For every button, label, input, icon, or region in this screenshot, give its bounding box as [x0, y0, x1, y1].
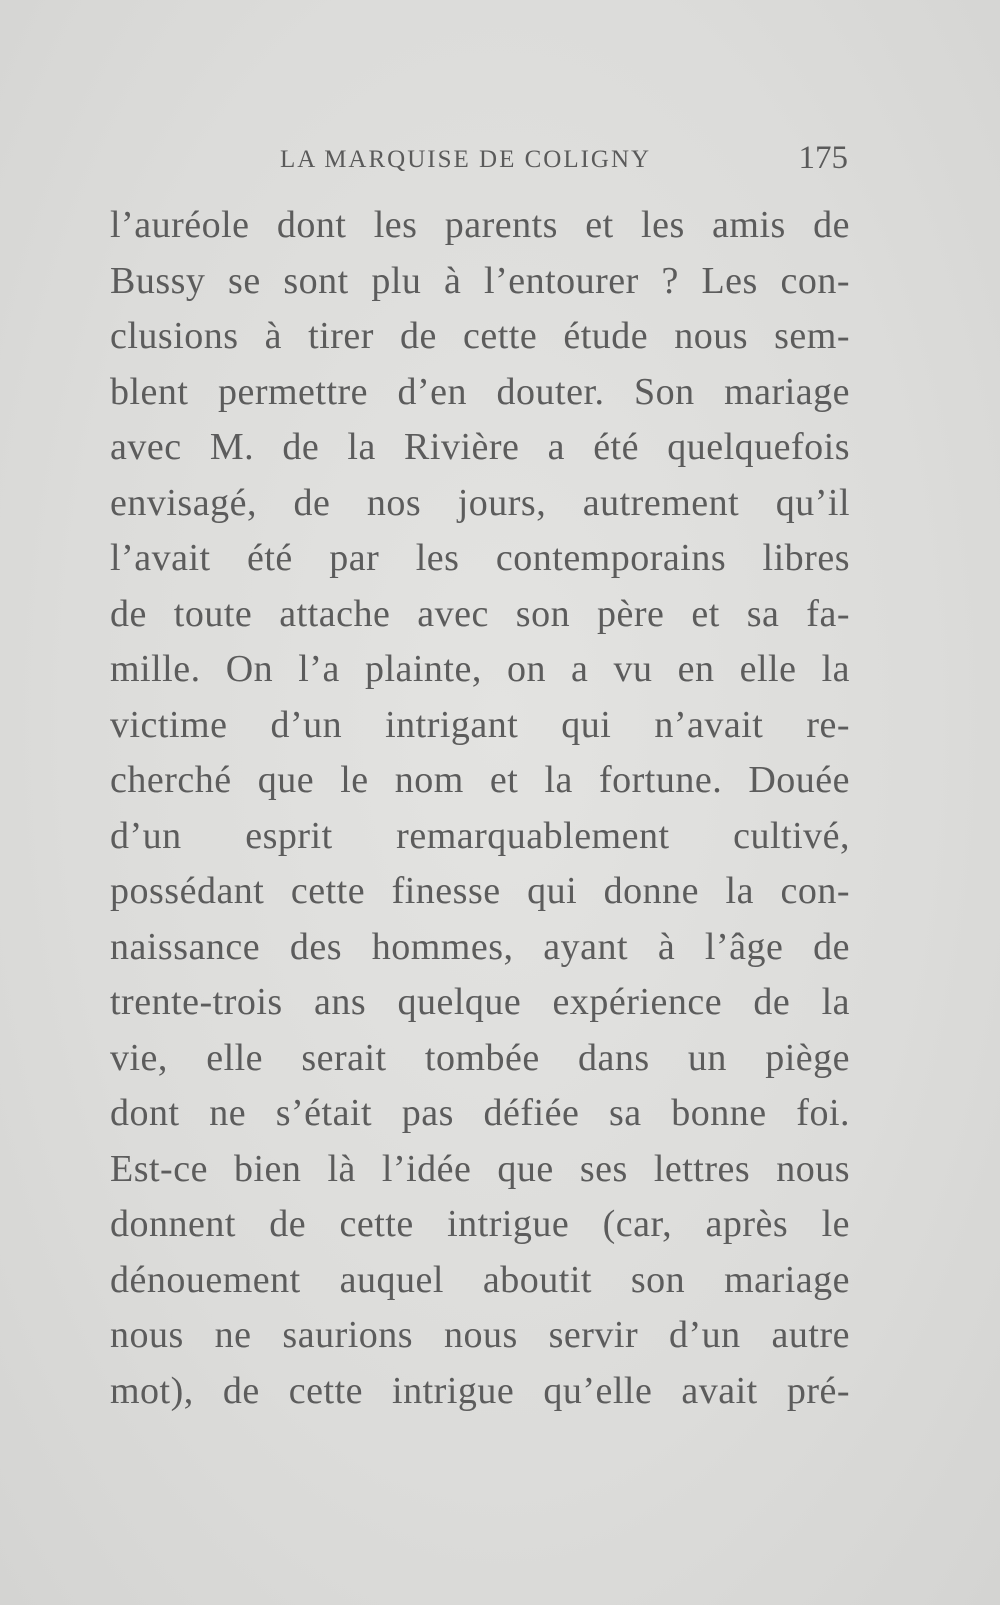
text-line: Est-ce bien là l’idée que ses lettres nous — [110, 1147, 850, 1190]
text-line: dont ne s’était pas défiée sa bonne foi. — [110, 1092, 850, 1134]
text-line: cherché que le nom et la fortune. Douée — [110, 759, 850, 801]
text-line: de toute attache avec son père et sa fa- — [110, 592, 850, 635]
text-line: avec M. de la Rivière a été quelquefois — [110, 426, 850, 468]
running-head — [110, 140, 850, 180]
text-line: Bussy se sont plu à l’entourer ? Les con- — [110, 259, 850, 302]
text-line: clusions à tirer de cette étude nous sem- — [110, 315, 850, 357]
text-line: l’auréole dont les parents et les amis de — [110, 204, 850, 246]
text-line: vie, elle serait tombée dans un piège — [110, 1036, 850, 1079]
text-line: envisagé, de nos jours, autrement qu’il — [110, 481, 850, 524]
text-line: donnent de cette intrigue (car, après le — [110, 1203, 850, 1245]
running-title: LA MARQUISE DE COLIGNY — [280, 146, 652, 173]
body-text — [110, 198, 850, 1419]
text-line: possédant cette finesse qui donne la con- — [110, 870, 850, 912]
text-line: dénouement auquel aboutit son mariage — [110, 1258, 850, 1301]
text-line: victime d’un intrigant qui n’avait re- — [110, 703, 850, 746]
text-line: mille. On l’a plainte, on a vu en elle la — [110, 648, 850, 690]
text-line: naissance des hommes, ayant à l’âge de — [110, 925, 850, 968]
text-line: l’avait été par les contemporains libres — [110, 537, 850, 579]
text-line: mot), de cette intrigue qu’elle avait pré- — [110, 1369, 850, 1412]
text-line: d’un esprit remarquablement cultivé, — [110, 814, 850, 857]
text-line: nous ne saurions nous servir d’un autre — [110, 1314, 850, 1356]
text-line: trente-trois ans quelque expérience de la — [110, 981, 850, 1023]
text-line: blent permettre d’en douter. Son mariage — [110, 370, 850, 413]
page-number: 175 — [798, 140, 848, 176]
